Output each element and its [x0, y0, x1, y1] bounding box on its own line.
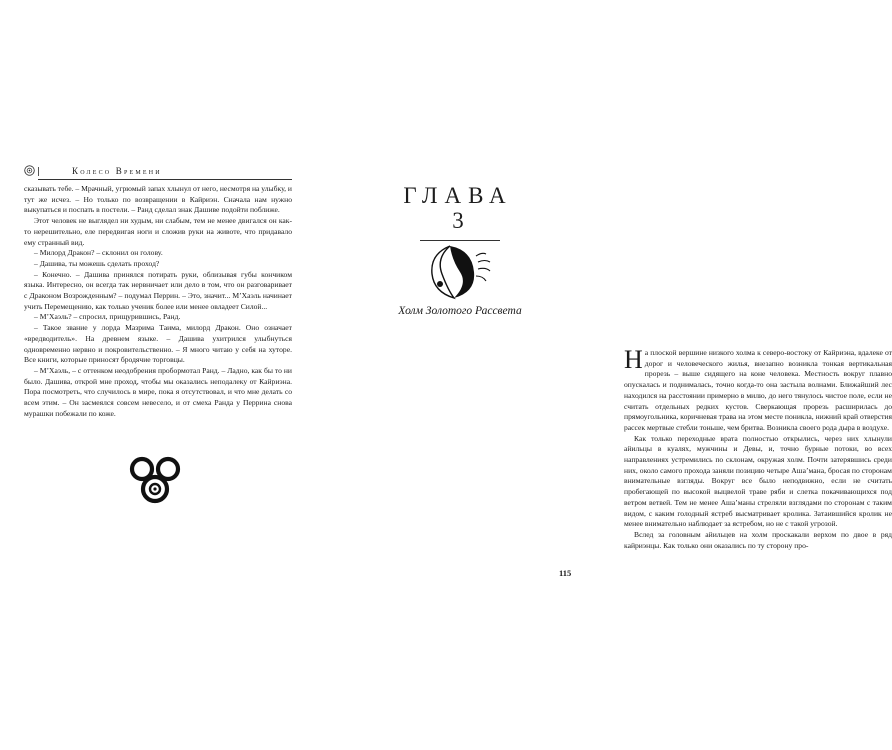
snake-emblem-icon [24, 165, 35, 176]
paragraph: Как только переходные врата полностью открылись, через них хлынули айильцы в куалях, мужчины и Девы, и, точно бурные потоки, во всех направлениях устремились по склонам, окружая холм. Почти затерявшись среди них, около самого прохода заняли позицию четыре Аша’мана, бросая по сторонам внимательные взгляды. Вокруг все было неподвижно, если не считать пробегающей по высокой выцвелой траве ряби и слетка покачивающихся под ветром ветвей. Тем не менее Аша’маны стреляли взглядами по сторонам с таким видом, с каким голодный ястреб высматривает кролика. Затаившийся кролик не менее внимательно наблюдает за ястребом, но не с такой угрозой. [624, 433, 892, 529]
rings-ornament-icon [128, 455, 182, 505]
right-body-text [624, 345, 892, 551]
paragraph: – Дашива, ты можешь сделать проход? [34, 258, 160, 268]
chapter-label: ГЛАВА [403, 183, 513, 208]
paragraph: Вслед за головным айильцев на холм проскакали верхом по двое в ряд кайриэнцы. Как только они оказались по ту сторону про- [624, 529, 892, 550]
running-header [24, 163, 292, 181]
right-body-container [300, 0, 892, 750]
first-paragraph [624, 345, 892, 434]
header-rule [38, 179, 292, 180]
paragraph: – Конечно. – Дашива принялся потирать руки, облизывая губы кончиком языка. Интересно, он всегда так нервничает или дело в том, что он разговаривает с Драконом Возрожденным? – подумал Перрин. – Это, значит... М’Хаэль начинает учить Перемещению, как только ученик более или менее овладеет Силой... [24, 269, 292, 311]
left-body-text [24, 184, 292, 419]
drop-cap: Н [624, 345, 643, 374]
paragraph: – Такое звание у лорда Мазрима Таима, милорд Дракон. Оно означает «вредводитель». На древнем языке. – Дашива ухитрился улыбнуться одновременно нервно и покровительственно. – Я много читаю у себя на хуторе. Все книги, которые приносят бродячие торговцы. [24, 323, 292, 365]
header-separator [38, 167, 39, 176]
chapter-number: 3 [452, 208, 464, 233]
paragraph: – М’Хаэль? – спросил, прищурившись, Ранд. [34, 312, 181, 322]
left-page [0, 0, 300, 750]
chapter-title: Холм Золотого Рассвета [398, 305, 522, 317]
first-paragraph-text: а плоской вершине низкого холма к северо-востоку от Кайриэна, вдалеке от дорог и человеческого жилья, внезапно возникла тонкая вертикальная прорезь – выше сидящего на коне человека. Местность вокруг плавно опускалась и поднималась, точно когда-то она застыла волнами. Ближайший лес находился на расстоянии примерно в милю, до него тянулось чистое поле, если не считать отдельных редких кустов. Сверкающая прорезь расширилась до прямоугольника, коричневая трава на этом месте поникла, нижний край отверстия рассек мертвые стебли тоньше, чем бритва. Возникла своего рода дыра в воздухе. [624, 348, 892, 432]
paragraph: Этот человек не выглядел ни худым, ни слабым, тем не менее двигался он как-то нерешительно, еле передвигая ноги и сложив руки на животе, что придавало ему странный вид. [24, 216, 292, 247]
page-number: 115 [559, 568, 572, 578]
paragraph: сказывать тебе. – Мрачный, угрюмый запах хлынул от него, несмотря на улыбку, и тут же исчез. – Но только по возвращении в Кайриэн. Сначала нам нужно выкупаться и поспать в постели. – Ранд сделал знак Дашиве подойти поближе. [24, 184, 292, 215]
paragraph: – М’Хаэль, – с оттенком неодобрения пробормотал Ранд. – Ладно, как бы то ни было. Дашива, открой мне проход, чтобы мы оказались неподалеку от Кайриэна. Пора посмотреть, что случилось в мире, пока я отсутствовал, и что мне делать со всем этим. – Он засмеялся совсем невесело, и от смеха Ранда у Перрина снова мурашки побежали по коже. [24, 365, 292, 418]
paragraph: – Милорд Дракон? – склонил он голову. [34, 248, 163, 258]
running-header-title: Колесо Времени [72, 166, 162, 176]
